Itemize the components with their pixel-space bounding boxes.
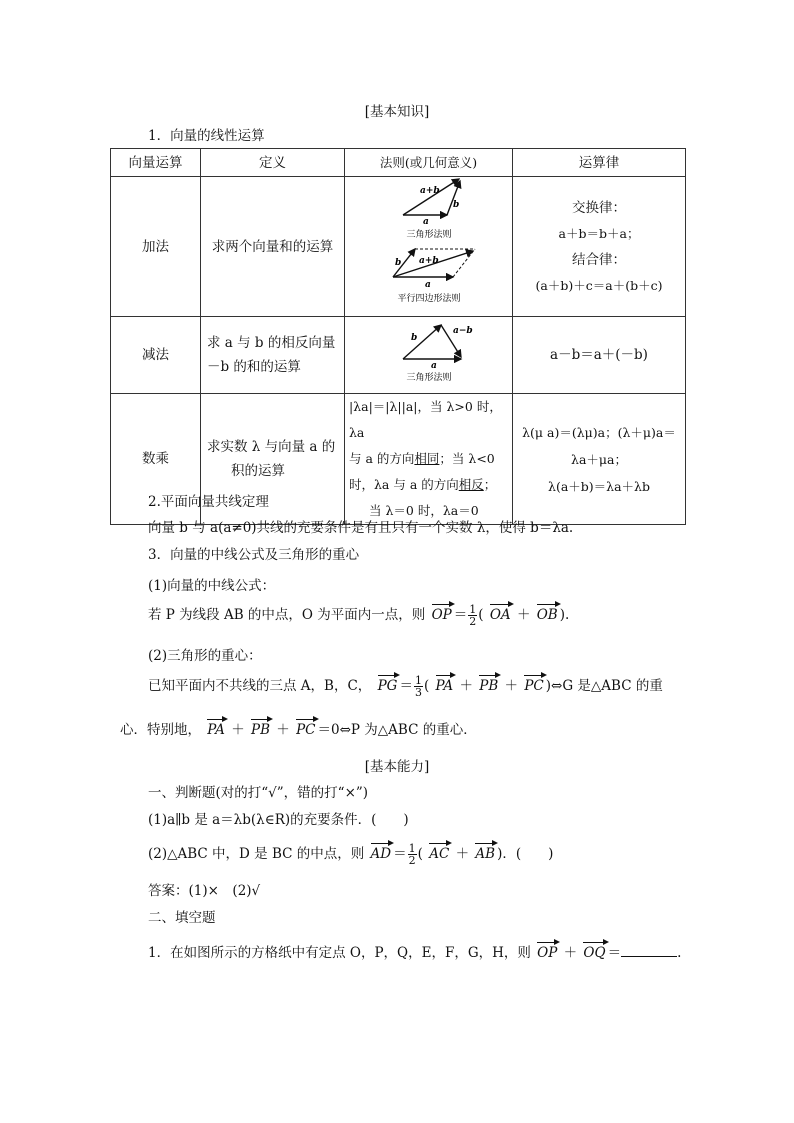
median-formula: 若 P 为线段 AB 的中点，O 为平面内一点，则 OP ＝ $\frac{1}{2}$ ( OA ＋ OB ). — [148, 603, 570, 628]
centroid-formula-line2: 心．特别地， PA ＋ PB ＋ PC ＝0⇔P 为△ABC 的重心． — [120, 722, 477, 738]
section-title-basic-knowledge: [基本知识] — [364, 104, 430, 120]
vector-oq: OQ — [583, 945, 606, 961]
rule-line: 与 a 的方向相同；当 λ<0 — [349, 451, 495, 466]
label-a: a — [425, 280, 431, 290]
op-definition — [201, 317, 345, 394]
header-cell: 法则(或几何意义) — [345, 149, 513, 177]
def-line: －b 的和的运算 — [207, 359, 301, 375]
law-line: a＋b＝b＋a； — [558, 225, 640, 241]
label-b: b — [411, 333, 418, 343]
label-a-plus-b: a+b — [419, 256, 439, 266]
law-line: 结合律： — [572, 251, 626, 268]
fill-question-1: 1．在如图所示的方格纸中有定点 O，P，Q，E，F，G，H，则 OP ＋ OQ ＝ . — [148, 945, 682, 961]
label-b: b — [395, 258, 402, 268]
op-rule-figures — [345, 177, 513, 317]
part2-title: 二、填空题 — [148, 910, 216, 926]
vector-pa: PA — [435, 678, 454, 694]
subtraction-triangle-diagram — [345, 317, 513, 385]
part1-title: 一、判断题(对的打“√”，错的打“×”) — [148, 785, 369, 801]
vector-ab: AB — [475, 846, 496, 862]
op-rule-figure — [345, 317, 513, 394]
triangle-rule-diagram — [345, 177, 513, 308]
law-line: λa＋μa； — [571, 451, 627, 467]
label-a: a — [423, 217, 429, 227]
rule-line: |λa|＝|λ||a|，当 λ>0 时，λa — [349, 399, 502, 440]
vector-pc: PC — [524, 678, 544, 694]
op-name: 数乘 — [111, 394, 201, 525]
answer-blank[interactable] — [621, 944, 677, 957]
fraction: $\frac{1}{2}$ — [408, 842, 416, 867]
op-laws — [513, 177, 686, 317]
fraction: $\frac{1}{3}$ — [414, 674, 422, 699]
vector-pa: PA — [207, 722, 225, 738]
law-line: λ(a＋b)＝λa＋λb — [548, 478, 650, 494]
vector-pc: PC — [296, 722, 316, 738]
item2-title: 2.平面向量共线定理 — [148, 494, 269, 510]
header-cell: 定义 — [201, 149, 345, 177]
vector-op: OP — [537, 945, 558, 961]
header-cell: 向量运算 — [111, 149, 201, 177]
header-cell: 运算律 — [513, 149, 686, 177]
item3-2-title: (2)三角形的重心： — [148, 648, 262, 664]
section-title-basic-ability: [基本能力] — [364, 759, 430, 775]
table-row-addition — [111, 177, 686, 317]
rule-line: 当 λ＝0 时，λa＝0 — [369, 503, 479, 518]
def-line: 积的运算 — [231, 463, 285, 479]
vector-op: OP — [431, 607, 452, 623]
fraction: $\frac{1}{2}$ — [469, 603, 477, 628]
item1-title: 1．向量的线性运算 — [148, 128, 265, 144]
question-1: (1)a∥b 是 a＝λb(λ∈R)的充要条件．( ) — [148, 812, 409, 828]
vector-ob: OB — [536, 607, 558, 623]
answer: 答案：(1)× (2)√ — [148, 883, 261, 899]
item3-1-title: (1)向量的中线公式： — [148, 578, 276, 594]
def-line: 求实数 λ 与向量 a 的 — [207, 439, 336, 455]
law-line: λ(μ a)＝(λμ)a；(λ＋μ)a＝ — [522, 424, 676, 440]
law-line: 交换律： — [572, 199, 626, 216]
op-name: 加法 — [111, 177, 201, 317]
parallelogram-rule-caption: 平行四边形法则 — [397, 294, 461, 304]
label-a: a — [431, 361, 437, 371]
vector-oa: OA — [489, 607, 511, 623]
label-a-minus-b: a−b — [453, 326, 473, 336]
op-rule-text — [345, 394, 513, 525]
label-b: b — [453, 200, 460, 210]
rule-line: 时，λa 与 a 的方向相反； — [349, 477, 497, 492]
triangle-rule-caption: 三角形法则 — [406, 230, 452, 240]
vector-operations-table — [110, 148, 686, 525]
subtraction-caption: 三角形法则 — [406, 373, 452, 383]
item3-title: 3．向量的中线公式及三角形的重心 — [148, 547, 360, 563]
item2-text: 向量 b 与 a(a≠0)共线的充要条件是有且只有一个实数 λ，使得 b＝λa. — [148, 520, 574, 536]
vector-pg: PG — [377, 678, 398, 694]
table-header-row — [111, 149, 686, 177]
op-law: a－b＝a＋(－b) — [513, 317, 686, 394]
op-name: 减法 — [111, 317, 201, 394]
law-line: (a＋b)＋c＝a＋(b＋c) — [535, 277, 663, 293]
vector-pb: PB — [479, 678, 499, 694]
table-row-subtraction — [111, 317, 686, 394]
vector-pb: PB — [250, 722, 270, 738]
label-a-plus-b: a+b — [420, 186, 440, 196]
op-laws — [513, 394, 686, 525]
op-definition: 求两个向量和的运算 — [201, 177, 345, 317]
centroid-formula-line1: 已知平面内不共线的三点 A，B，C， PG ＝ $\frac{1}{3}$ ( PA ＋ PB ＋ PC )⇔G 是△ABC 的重 — [148, 674, 663, 699]
def-line: 求 a 与 b 的相反向量 — [207, 335, 336, 351]
vector-ad: AD — [370, 846, 392, 862]
question-2: (2)△ABC 中，D 是 BC 的中点，则 AD ＝ $\frac{1}{2}$ ( AC ＋ AB )．( ) — [148, 842, 554, 867]
vector-ac: AC — [429, 846, 450, 862]
